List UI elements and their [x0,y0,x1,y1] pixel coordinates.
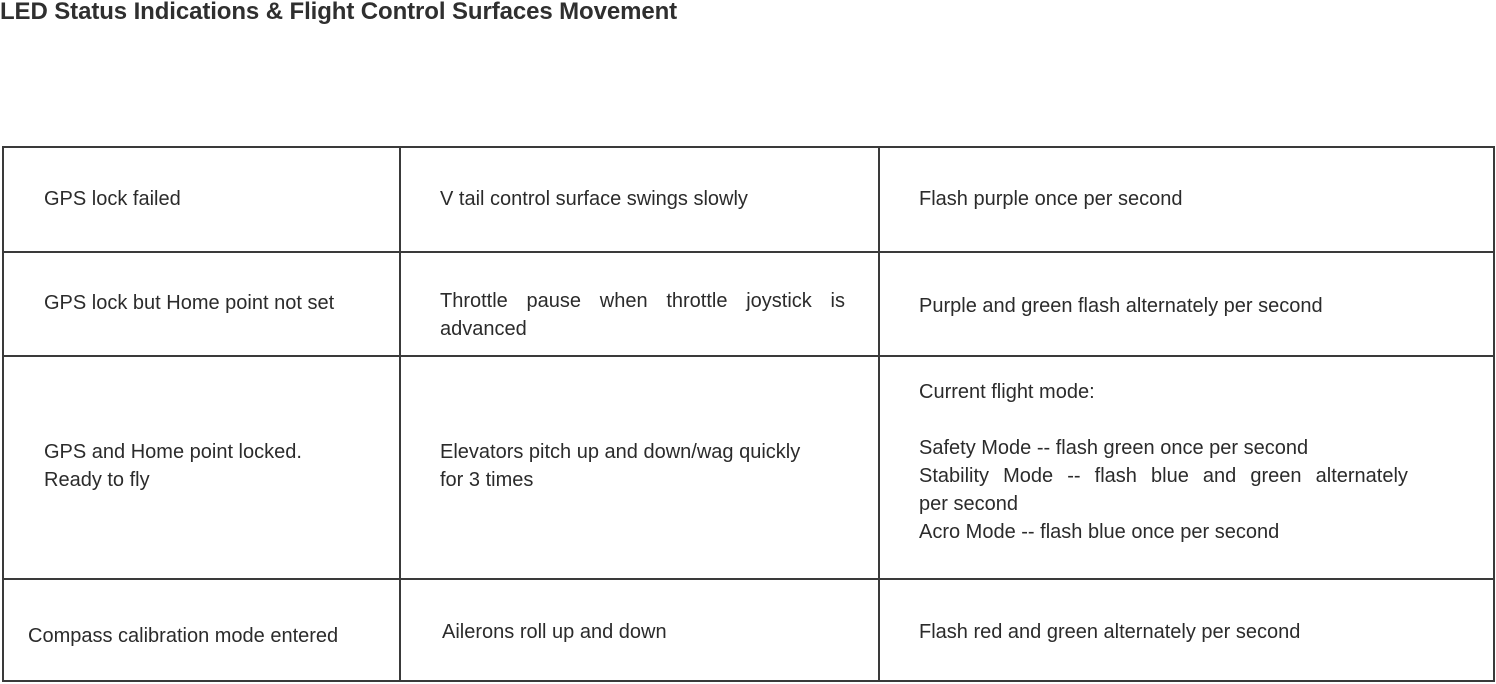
led-cell [919,618,1300,646]
page-title: LED Status Indications & Flight Control Surfaces Movement [0,0,678,25]
row-divider [4,251,1493,253]
led-word: flash [1094,465,1137,487]
led-word: alternately [1315,465,1408,487]
status-text: GPS and Home point locked. [44,441,302,463]
surface-cell [440,287,845,343]
surface-cell [440,185,748,213]
surface-word: when [599,290,648,312]
led-text: Purple and green flash alternately per second [919,295,1323,317]
led-word: Stability [919,465,990,487]
led-text-justified [919,462,1408,490]
status-cell [28,622,338,650]
surface-word: throttle [666,290,728,312]
led-text: Flash red and green alternately per second [919,621,1301,643]
led-cell [919,185,1183,213]
surface-word: joystick [746,290,812,312]
led-text-justified-content [919,462,1408,490]
led-status-table [2,146,1495,682]
row-divider [4,355,1493,357]
led-text [919,462,1408,490]
led-text: Flash purple once per second [919,188,1183,210]
led-text: Safety Mode -- flash green once per second [919,437,1309,459]
status-cell [44,289,334,317]
led-word: and [1202,465,1237,487]
status-text: Compass calibration mode entered [28,625,339,647]
led-word: Mode [1003,465,1054,487]
row-divider [4,578,1493,580]
surface-cell [442,618,667,646]
led-heading: Current flight mode: [919,381,1095,403]
led-cell [919,378,1408,546]
surface-text: Ailerons roll up and down [442,621,667,643]
surface-text: V tail control surface swings slowly [440,188,748,210]
led-word: -- [1067,465,1081,487]
led-word: green [1250,465,1302,487]
surface-text-justified [440,287,845,315]
surface-text: advanced [440,318,527,340]
led-text: per second [919,493,1018,515]
surface-text: for 3 times [440,469,534,491]
status-text: Ready to fly [44,469,150,491]
column-divider [399,148,401,680]
led-word: blue [1151,465,1189,487]
surface-word: pause [526,290,582,312]
column-divider [878,148,880,680]
surface-word: is [830,290,845,312]
surface-cell [440,438,800,494]
led-cell [919,292,1323,320]
status-text: GPS lock failed [44,188,181,210]
led-text: Acro Mode -- flash blue once per second [919,521,1280,543]
surface-text: Elevators pitch up and down/wag quickly [440,441,801,463]
status-cell [44,438,302,494]
surface-word: Throttle [440,290,508,312]
status-cell [44,185,181,213]
status-text: GPS lock but Home point not set [44,292,335,314]
